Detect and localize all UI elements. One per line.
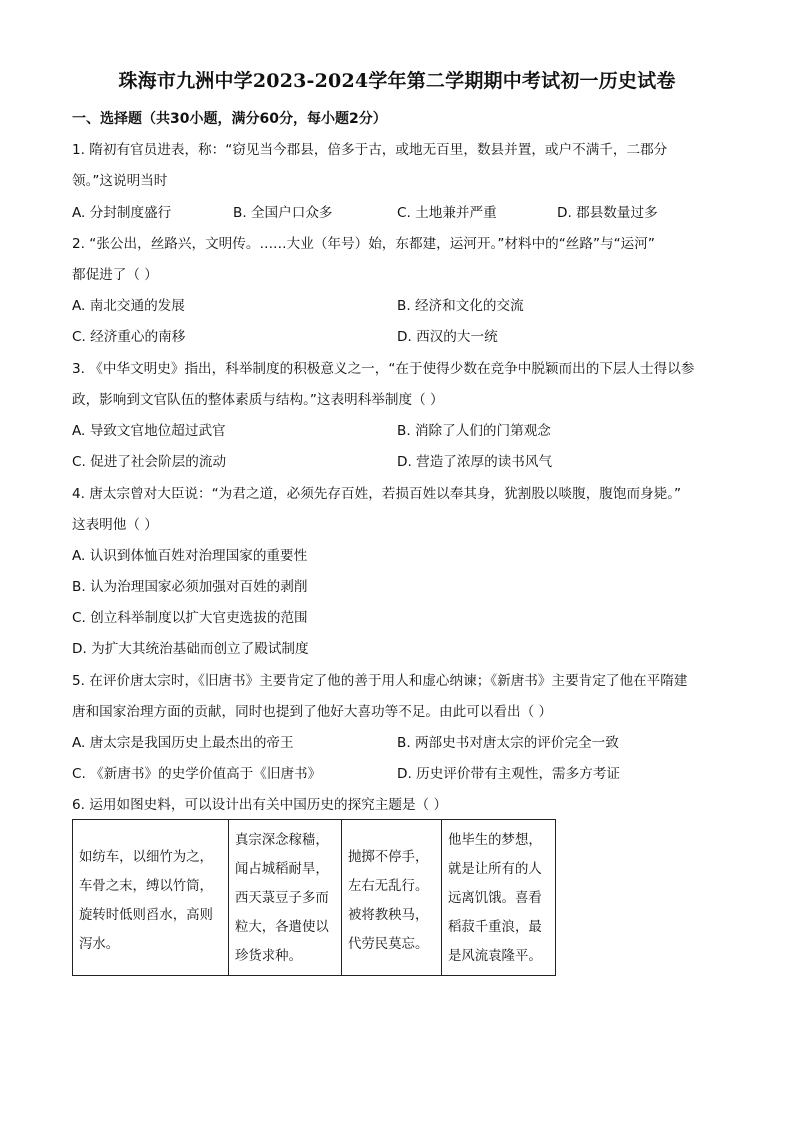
- q1-option-d[interactable]: D. 郡县数量过多: [557, 205, 658, 221]
- cell-text-line: 左右无乱行。: [348, 879, 429, 894]
- source-cell-rice-seedling-horse: [342, 820, 442, 976]
- q1-stem-line-1: 1. 隋初有官员进表，称：“窃见当今郡县，倍多于古，或地无百里，数县并置，或户不满千，二郡分: [72, 142, 668, 158]
- q1-option-b[interactable]: B. 全国户口众多: [233, 205, 333, 221]
- cell-text-line: 珍货求种。: [235, 949, 302, 964]
- cell-text-line: 稻菽千重浪，最: [448, 920, 542, 935]
- q3-option-d[interactable]: D. 营造了浓厚的读书风气: [397, 454, 553, 470]
- q6-stem-line-1: 6. 运用如图史料，可以设计出有关中国历史的探究主题是（ ）: [72, 797, 448, 813]
- q3-stem-line-1: 3. 《中华文明史》指出，科举制度的积极意义之一，“在于使得少数在竞争中脱颖而出的下层人士得以参: [72, 361, 695, 377]
- q5-stem-line-1: 5. 在评价唐太宗时，《旧唐书》主要肯定了他的善于用人和虚心纳谏；《新唐书》主要肯定了他在平隋建: [72, 673, 688, 689]
- cell-text-line: 远离饥饿。喜看: [448, 891, 542, 906]
- q1-stem-line-2: 领。”这说明当时: [72, 173, 168, 189]
- q5-option-a[interactable]: A. 唐太宗是我国历史上最杰出的帝王: [72, 735, 294, 751]
- cell-text-line: 闻占城稻耐旱，: [235, 862, 329, 877]
- q1-option-a[interactable]: A. 分封制度盛行: [72, 205, 172, 221]
- q4-option-a[interactable]: A. 认识到体恤百姓对治理国家的重要性: [72, 548, 308, 564]
- q4-option-b[interactable]: B. 认为治理国家必须加强对百姓的剥削: [72, 579, 308, 595]
- exam-title: 珠海市九洲中学2023-2024学年第二学期期中考试初一历史试卷: [118, 70, 676, 92]
- q5-option-b[interactable]: B. 两部史书对唐太宗的评价完全一致: [397, 735, 619, 751]
- source-cell-spinning-wheel: [73, 820, 229, 976]
- q5-stem-line-2: 唐和国家治理方面的贡献，同时也提到了他好大喜功等不足。由此可以看出（ ）: [72, 704, 553, 720]
- source-material-table: [72, 819, 556, 976]
- cell-text-line: 抛掷不停手，: [348, 850, 429, 865]
- q2-option-d[interactable]: D. 西汉的大一统: [397, 329, 498, 345]
- cell-text-line: 代劳民莫忘。: [348, 937, 429, 952]
- q4-option-d[interactable]: D. 为扩大其统治基础而创立了殿试制度: [72, 641, 309, 657]
- q4-option-c[interactable]: C. 创立科举制度以扩大官吏选拔的范围: [72, 610, 308, 626]
- q4-stem-line-1: 4. 唐太宗曾对大臣说：“为君之道，必须先存百姓，若损百姓以奉其身，犹割股以啖腹，腹饱而身毙。”: [72, 486, 682, 502]
- q3-option-b[interactable]: B. 消除了人们的门第观念: [397, 423, 551, 439]
- cell-text-line: 被将教秧马，: [348, 908, 429, 923]
- q2-option-b[interactable]: B. 经济和文化的交流: [397, 298, 524, 314]
- section-heading: 一、选择题（共30小题，满分60分，每小题2分）: [72, 111, 387, 127]
- q1-option-c[interactable]: C. 土地兼并严重: [397, 205, 497, 221]
- cell-text-line: 他毕生的梦想，: [448, 833, 542, 848]
- q5-option-c[interactable]: C. 《新唐书》的史学价值高于《旧唐书》: [72, 766, 322, 782]
- q3-stem-line-2: 政，影响到文官队伍的整体素质与结构。”这表明科举制度（ ）: [72, 392, 444, 408]
- cell-text-line: 真宗深念稼穑，: [235, 833, 329, 848]
- cell-text-line: 车骨之末，缚以竹筒，: [79, 879, 213, 894]
- cell-text-line: 是风流袁隆平。: [448, 949, 542, 964]
- cell-text-line: 西天菉豆子多而: [235, 891, 329, 906]
- cell-text-line: 就是让所有的人: [448, 862, 542, 877]
- q5-option-d[interactable]: D. 历史评价带有主观性，需多方考证: [397, 766, 621, 782]
- q2-stem-line-1: 2. “张公出，丝路兴，文明传。……大业（年号）始，东都建，运河开。”材料中的“丝路”与“运河”: [72, 236, 655, 252]
- cell-text-line: 如纺车，以细竹为之，: [79, 850, 213, 865]
- q3-option-a[interactable]: A. 导致文官地位超过武官: [72, 423, 226, 439]
- q2-option-c[interactable]: C. 经济重心的南移: [72, 329, 186, 345]
- q2-stem-line-2: 都促进了（ ）: [72, 267, 158, 283]
- source-cell-champa-rice: [229, 820, 342, 976]
- cell-text-line: 泻水。: [79, 937, 120, 952]
- q3-option-c[interactable]: C. 促进了社会阶层的流动: [72, 454, 227, 470]
- q4-stem-line-2: 这表明他（ ）: [72, 517, 158, 533]
- q2-option-a[interactable]: A. 南北交通的发展: [72, 298, 185, 314]
- cell-text-line: 旋转时低则舀水，高则: [79, 908, 213, 923]
- cell-text-line: 粒大，各遣使以: [235, 920, 329, 935]
- source-cell-yuan-longping: [442, 820, 556, 976]
- table-row: [73, 820, 556, 976]
